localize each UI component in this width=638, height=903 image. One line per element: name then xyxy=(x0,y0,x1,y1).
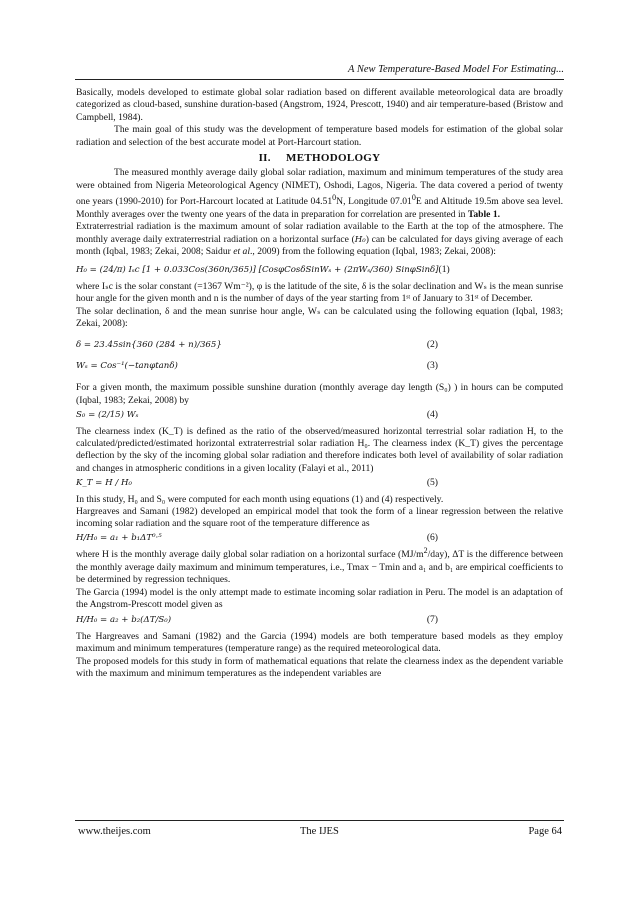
table-reference: Table 1. xyxy=(467,208,501,220)
equation-1: H₀ = (24/π) Iₛc [1 + 0.033Cos(360n/365)] [CosφCosδSinWₛ + (2πWₛ/360) SinφSinδ] xyxy=(76,265,439,276)
section-number: II. xyxy=(258,152,271,165)
paragraph-proposed-models: The proposed models for this study in form of mathematical equations that relate the clearness index as the dependent variable with the maximum and minimum temperatures as the independent variables are xyxy=(76,655,563,680)
paragraph-clearness: The clearness index (K_T) is defined as the ratio of the observed/measured horizontal terrestrial solar radiation H, to the calculated/predicted/estimated horizontal extraterrestrial solar radiation H₀. The clearness index (K_T) gives the percentage deflection by the sky of the incoming global solar radiation and therefore indicates both level of availability of solar radiation and changes in atmospheric conditions in a given locality (Falayi et al., 2011) xyxy=(76,425,563,474)
footer-journal: The IJES xyxy=(300,826,339,837)
equation-5-number: (5) xyxy=(426,477,438,489)
paragraph-computed: In this study, H₀ and S₀ were computed for each month using equations (1) and (4) respectively. xyxy=(76,493,444,505)
where-text-1: where H is the monthly average daily global solar radiation on a horizontal surface (MJ/m xyxy=(76,549,424,561)
data-source-text-1: The measured monthly average daily global solar radiation, maximum and minimum temperatures of the study area were obtained from Nigeria Meteorological Agency (NIMET), Oshodi, Lagos, Nigeria. The data covered a period of twenty one years (1990-2010) for Port-Harcourt located at Latitude 04.51 xyxy=(76,167,563,208)
footer-page-number: Page 64 xyxy=(528,826,562,837)
et-al: et al xyxy=(233,246,251,258)
paragraph-extraterrestrial xyxy=(76,221,563,258)
footer-divider xyxy=(75,820,564,821)
extraterrestrial-text-2: ) can be calculated for days giving average of each month (Iqbal, 1983; Zekai, 2008; Saidur xyxy=(76,233,563,258)
equation-4-row xyxy=(76,409,563,421)
running-header: A New Temperature-Based Model For Estimating... xyxy=(347,64,564,75)
equation-3-number: (3) xyxy=(426,359,438,371)
equation-1-number: (1) xyxy=(438,264,450,276)
paragraph-data-source xyxy=(76,167,563,221)
footer-website: www.theijes.com xyxy=(78,826,151,837)
equation-6: H/H₀ = a₁ + b₁ΔT⁰·⁵ xyxy=(76,532,162,543)
paragraph-temperature-models: The Hargreaves and Samani (1982) and the Garcia (1994) models are both temperature based models as they employ maximum and minimum temperatures (temperature range) as the required meteorological data. xyxy=(76,630,563,655)
longitude-degree: 0 xyxy=(411,193,416,203)
extraterrestrial-text-1: Extraterrestrial radiation is the maximum amount of solar radiation available to the Earth at the top of the atmosphere. The monthly average daily extraterrestrial radiation on a horizontal surface ( xyxy=(76,221,563,245)
paragraph-hargreaves: Hargreaves and Samani (1982) developed an empirical model that took the form of a linear regression between the relative incoming solar radiation and the square root of the temperature difference as xyxy=(76,505,563,530)
equation-5: K_T = H / H₀ xyxy=(76,478,132,489)
equation-7-number: (7) xyxy=(426,614,438,626)
extraterrestrial-text-3: ., 2009) from the following equation (Iqbal, 1983; Zekai, 2008): xyxy=(250,246,496,258)
paragraph-garcia: The Garcia (1994) model is the only attempt made to estimate incoming solar radiation in Peru. The model is an adaptation of the Angstrom-Prescott model given as xyxy=(76,586,563,610)
article-body xyxy=(76,87,563,680)
equation-2-number: (2) xyxy=(426,338,438,350)
equation-7: H/H₀ = a₂ + b₂(ΔT/S₀) xyxy=(76,615,172,626)
paragraph-where-1: where Iₛc is the solar constant (=1367 Wm⁻²), φ is the latitude of the site, δ is the solar declination and Wₛ is the mean sunrise hour angle for the given month and n is the number of days of the year starting from 1ˢᵗ of January to 31ˢᵗ of December. xyxy=(76,280,563,305)
squared-superscript: 2 xyxy=(423,546,428,556)
equation-4-number: (4) xyxy=(426,409,438,421)
header-divider xyxy=(75,79,564,80)
equation-2: δ = 23.45sin{360 (284 + n)/365} xyxy=(76,339,222,350)
equation-2-row xyxy=(76,339,563,351)
data-source-text-2: N, Longitude 07.01 xyxy=(336,196,412,208)
equation-3-row xyxy=(76,360,563,372)
paragraph-sunshine: For a given month, the maximum possible sunshine duration (monthly average day length (S₀) ) in hours can be computed (Iqbal, 1983; Zekai, 2008) by xyxy=(76,382,563,406)
equation-6-row xyxy=(76,532,563,544)
paragraph-where-2 xyxy=(76,545,563,586)
data-source-text-3: E and Altitude 19.5m above sea level. Monthly averages over the twenty one years of the data in preparation for correlation are presented in xyxy=(76,196,564,220)
paragraph-declination: The solar declination, δ and the mean sunrise hour angle, Wₛ can be calculated using the following equation (Iqbal, 1983; Zekai, 2008): xyxy=(76,305,563,330)
equation-6-number: (6) xyxy=(426,531,438,543)
where-text-2: /day), ΔT is the difference between the monthly average daily maximum and minimum temperatures, i.e., Tmax − Tmin and a₁ and b₁ are empirical coefficients to be determined by regression techniques. xyxy=(76,549,563,586)
paragraph-model-categories: Basically, models developed to estimate global solar radiation based on different available meteorological data are broadly categorized as cloud-based, sunshine duration-based (Angstrom, 1924, Prescott, 1940) and air temperature-based (Bristow and Campbell, 1984). xyxy=(76,87,563,123)
section-heading xyxy=(76,152,563,164)
equation-5-row xyxy=(76,477,563,489)
section-title: METHODOLOGY xyxy=(286,152,381,165)
h0-symbol: H₀ xyxy=(354,234,366,245)
equation-1-row xyxy=(76,264,563,276)
equation-3: Wₛ = Cos⁻¹(−tanφtanδ) xyxy=(76,360,178,371)
paragraph-study-goal: The main goal of this study was the development of temperature based models for estimation of the global solar radiation and selection of the best accurate model at Port-Harcourt station. xyxy=(76,124,563,148)
equation-4: S₀ = (2/15) Wₛ xyxy=(76,410,139,421)
latitude-degree: 0 xyxy=(332,193,337,203)
equation-7-row xyxy=(76,614,563,626)
